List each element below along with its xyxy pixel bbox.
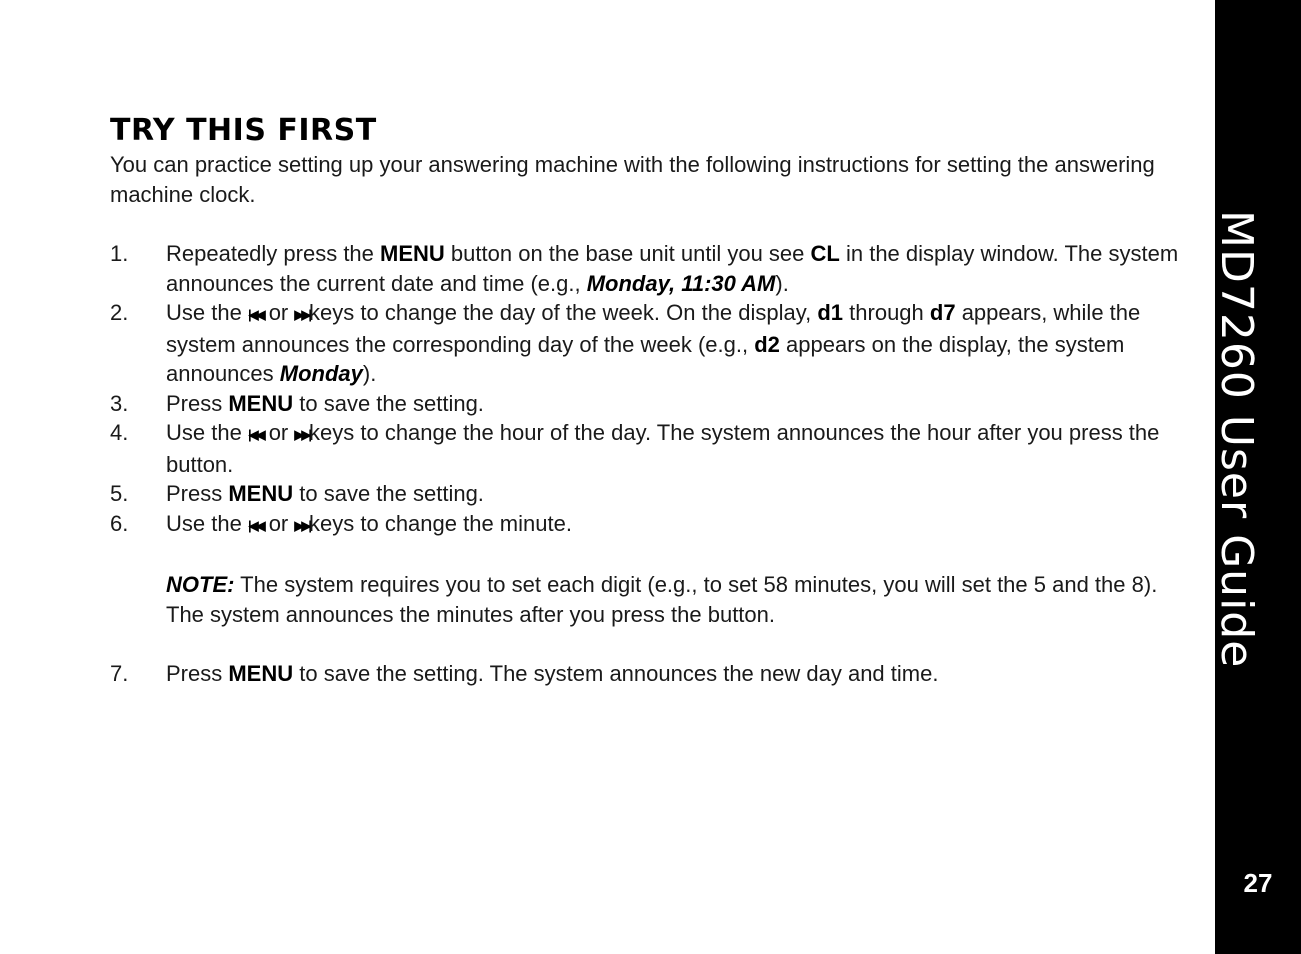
step-7 — [110, 659, 1190, 689]
display-code: d7 — [929, 300, 956, 325]
step-2 — [110, 298, 1190, 389]
menu-key-label: MENU — [228, 390, 294, 416]
step-text: appears, while the system announces the corresponding day of the week (e.g., — [166, 300, 1141, 357]
page-content — [110, 112, 1190, 689]
step-1 — [110, 239, 1190, 298]
step-text: keys to change the hour of the day. The system announces the hour after you press the button. — [166, 420, 1160, 477]
step-text: to save the setting. — [293, 390, 484, 416]
next-track-icon: ▶▶| — [294, 307, 310, 322]
step-text: through — [843, 300, 930, 325]
step-text: or — [262, 420, 295, 445]
guide-title: MD7260 User Guide — [1211, 210, 1262, 669]
step-number: 3. — [110, 390, 129, 416]
step-text: in the display window. The system announces the current date and time (e.g., — [166, 241, 1179, 296]
step-text: Use the — [166, 420, 248, 445]
display-code: d2 — [754, 331, 780, 357]
step-number: 5. — [110, 481, 129, 506]
step-text: to save the setting. — [293, 481, 484, 506]
announcement-example: Monday — [279, 361, 363, 386]
next-track-icon: ▶▶| — [294, 427, 310, 442]
step-text: or — [262, 300, 295, 325]
step-text: appears on the display, the system announces — [166, 331, 1125, 386]
note-label: NOTE: — [166, 572, 235, 597]
step-number: 2. — [110, 300, 129, 325]
step-number: 4. — [110, 420, 129, 445]
step-number: 1. — [110, 241, 129, 266]
step-text: Press — [166, 390, 229, 416]
step-6 — [110, 509, 1190, 541]
step-text: to save the setting. The system announces the new day and time. — [293, 661, 939, 686]
previous-track-icon: |◀◀ — [247, 517, 263, 533]
steps-list — [110, 239, 1190, 540]
step-text: Use the — [166, 300, 248, 325]
menu-key-label: MENU — [380, 241, 445, 266]
announcement-example: Monday, 11:30 AM — [586, 270, 776, 296]
step-text: or — [262, 510, 295, 536]
section-heading: TRY THIS FIRST — [110, 113, 377, 148]
step-4 — [110, 418, 1190, 479]
step-text: Use the — [166, 510, 248, 536]
menu-key-label: MENU — [228, 481, 294, 506]
next-track-icon: ▶▶| — [294, 517, 310, 533]
step-5 — [110, 479, 1190, 509]
previous-track-icon: |◀◀ — [247, 307, 263, 322]
page-number: 27 — [1243, 868, 1273, 898]
step-text: ). — [775, 270, 789, 296]
menu-key-label: MENU — [228, 661, 294, 686]
step-text: keys to change the minute. — [309, 510, 572, 536]
spacer — [110, 210, 1190, 239]
step-text: Press — [166, 661, 229, 686]
step-3 — [110, 389, 1190, 419]
step-number: 7. — [110, 661, 129, 686]
note-block — [110, 570, 1190, 629]
display-code: d1 — [817, 300, 844, 325]
step-text: ). — [362, 361, 377, 386]
step-text: button on the base unit until you see — [444, 241, 811, 266]
step-text: Repeatedly press the — [166, 241, 381, 266]
previous-track-icon: |◀◀ — [247, 427, 263, 442]
steps-list-continued — [110, 659, 1190, 689]
display-code: CL — [810, 241, 840, 266]
step-text: Press — [166, 481, 229, 506]
intro-paragraph: You can practice setting up your answering machine with the following instructions for setting the answering machine clock. — [110, 152, 1155, 207]
step-number: 6. — [110, 510, 129, 536]
step-text: keys to change the day of the week. On the display, — [309, 300, 818, 325]
note-text: The system requires you to set each digit (e.g., to set 58 minutes, you will set the 5 and the 8). The system announces the minutes after you press the button. — [166, 572, 1158, 627]
